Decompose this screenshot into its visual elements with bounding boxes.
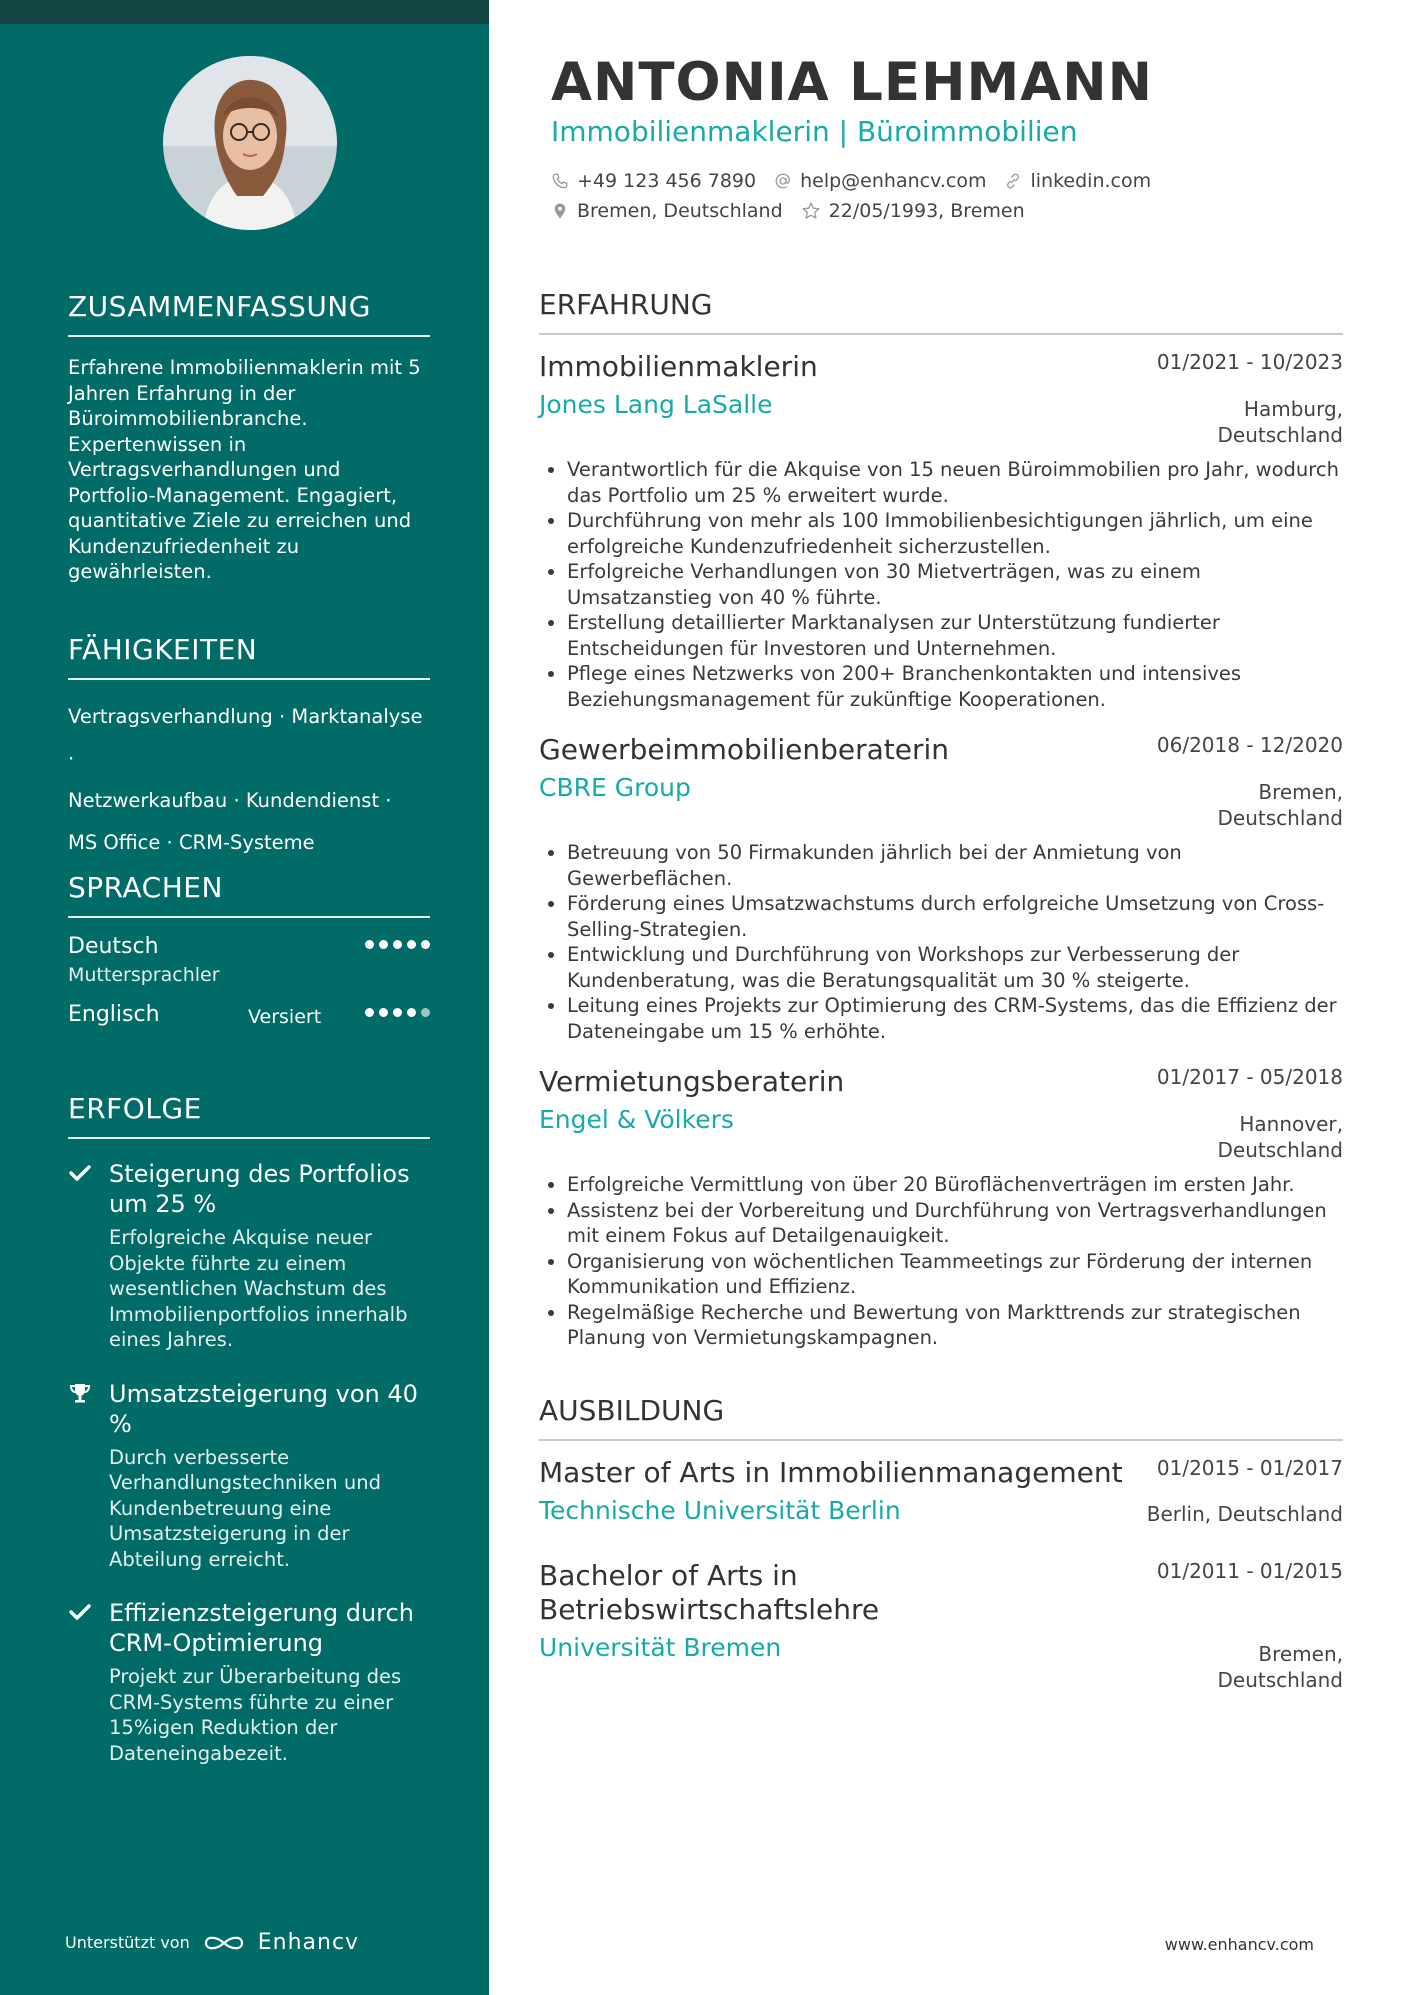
job-location [1218,779,1344,831]
job-bullets [539,840,1343,1044]
achievement-desc: Erfolgreiche Akquise neuer Objekte führte zu einem wesentlichen Wachstum des Immobilienportfolios innerhalb eines Jahres. [109,1226,408,1351]
job-dates: 01/2021 - 10/2023 [1156,350,1343,374]
education-location [1218,1641,1344,1693]
job-bullets [539,1172,1343,1351]
job-dates: 06/2018 - 12/2020 [1156,733,1343,757]
birth-text: 22/05/1993, Bremen [828,200,1025,222]
rating-dot [393,1008,402,1017]
rating-dot [379,1008,388,1017]
rating-dot [365,1008,374,1017]
at-icon [774,172,792,190]
language-name: Englisch [68,1002,160,1027]
achievement-item [68,1598,430,1766]
job-bullet: • Förderung eines Umsatzwachstums durch erfolgreiche Umsetzung von Cross-Selling-Strategien. [567,891,1343,942]
achievement-desc: Durch verbesserte Verhandlungstechniken und Kundenbetreuung eine Umsatzsteigerung in der Abteilung erreicht. [109,1445,381,1571]
achievements-section [68,1092,430,1766]
job-bullets [539,457,1343,712]
education-school: Universität Bremen [539,1633,782,1662]
footer-url[interactable]: www.enhancv.com [1164,1935,1314,1954]
education-entry [539,1456,1343,1525]
summary-section [68,290,430,585]
job-role: Immobilienmaklerin [539,350,818,383]
rating-dot [365,940,374,949]
language-name: Deutsch [68,934,159,959]
rating-dot [407,1008,416,1017]
rating-dot [379,940,388,949]
job-bullet: • Assistenz bei der Vorbereitung und Durchführung von Vertragsverhandlungen mit einem Fokus auf Detailgenauigkeit. [567,1198,1343,1249]
language-rating [365,940,430,949]
job-location-line: Bremen, [1258,780,1343,804]
education-dates: 01/2015 - 01/2017 [1156,1456,1343,1480]
job-bullet: • Entwicklung und Durchführung von Workshops zur Verbesserung der Kundenberatung, was die Beratungsqualität um 30 % steigerte. [567,942,1343,993]
sidebar-top-bar [0,0,489,24]
skill-item: MS Office [68,831,161,854]
sidebar [0,0,489,1995]
enhancv-logo-icon [202,1932,246,1954]
skills-heading: FÄHIGKEITEN [68,633,430,680]
job-company: CBRE Group [539,773,691,802]
education-degree: Master of Arts in Immobilienmanagement [539,1456,1123,1489]
achievement-title: Steigerung des Portfolios um 25 % [109,1160,410,1218]
job-location-line: Hamburg, [1243,397,1343,421]
skill-item: Kundendienst [245,789,380,812]
education-dates: 01/2011 - 01/2015 [1156,1559,1343,1583]
job-entry [539,1065,1343,1351]
phone-text[interactable]: +49 123 456 7890 [577,170,757,192]
achievement-title: Umsatzsteigerung von 40 % [109,1379,418,1438]
job-company: Jones Lang LaSalle [539,390,773,419]
job-location-line: Deutschland [1217,806,1343,830]
skill-item: Netzwerkaufbau [68,789,228,812]
achievements-heading: ERFOLGE [68,1092,430,1139]
job-bullet: • Betreuung von 50 Firmakunden jährlich bei der Anmietung von Gewerbeflächen. [567,840,1343,891]
contact-location [551,200,783,222]
rating-dot [421,1008,430,1017]
languages-section [68,871,430,1062]
star-icon [801,201,821,221]
education-location-line: Bremen, [1258,1642,1343,1666]
job-bullet: • Verantwortlich für die Akquise von 15 neuen Büroimmobilien pro Jahr, wodurch das Portfolio um 25 % erweitert wurde. [567,457,1343,508]
rating-dot [407,940,416,949]
job-location [1218,396,1344,448]
job-role: Vermietungsberaterin [539,1065,845,1098]
skill-item: Marktanalyse [291,705,423,728]
education-entry [539,1559,1343,1692]
job-bullet: • Pflege eines Netzwerks von 200+ Branchenkontakten und intensives Beziehungsmanagement für zukünftige Kooperationen. [567,661,1343,712]
education-location-line: Deutschland [1217,1668,1343,1692]
job-location-line: Hannover, [1239,1112,1343,1136]
email-text[interactable]: help@enhancv.com [800,170,987,192]
contact-phone [551,170,756,192]
skills-section [68,633,430,864]
linkedin-text[interactable]: linkedin.com [1030,170,1152,192]
contact-linkedin [1004,170,1151,192]
job-bullet: • Leitung eines Projekts zur Optimierung des CRM-Systems, das die Effizienz der Dateneingabe um 15 % erhöhte. [567,993,1343,1044]
powered-label: Unterstützt von [65,1933,190,1952]
check-icon [68,1161,92,1185]
job-company: Engel & Völkers [539,1105,734,1134]
achievement-desc: Projekt zur Überarbeitung des CRM-Systems führte zu einer 15%igen Reduktion der Dateneingabezeit. [109,1665,402,1765]
summary-text: Erfahrene Immobilienmaklerin mit 5 Jahren Erfahrung in der Büroimmobilienbranche. Expertenwissen in Vertragsverhandlungen und Portfolio-Management. Engagiert, quantitative Ziele zu erreichen und Kundenzufriedenheit zu gewährleisten. [68,356,421,583]
language-level: Versiert [248,1006,322,1028]
education-school: Technische Universität Berlin [539,1496,901,1525]
candidate-title: Immobilienmaklerin | Büroimmobilien [551,115,1078,148]
job-role: Gewerbeimmobilienberaterin [539,733,950,766]
achievement-title: Effizienzsteigerung durch CRM-Optimierung [109,1599,414,1657]
powered-by [65,1930,359,1955]
language-level: Muttersprachler [68,964,220,986]
contact-row-2 [551,200,1043,222]
language-rating [365,1008,430,1017]
contact-email [774,170,986,192]
job-bullet: • Erfolgreiche Verhandlungen von 30 Mietverträgen, was zu einem Umsatzanstieg von 40 % führte. [567,559,1343,610]
location-pin-icon [551,202,569,220]
job-bullet: • Durchführung von mehr als 100 Immobilienbesichtigungen jährlich, um eine erfolgreiche Kundenzufriedenheit sicherzustellen. [567,508,1343,559]
contact-birth [801,200,1025,222]
skill-item: Vertragsverhandlung [68,705,273,728]
check-icon [68,1600,92,1624]
skills-list: Vertragsverhandlung · Marktanalyse · Netzwerkaufbau · Kundendienst · MS Office · CRM-Systeme [68,705,423,854]
education-location: Berlin, Deutschland [1146,1502,1343,1526]
phone-icon [551,172,569,190]
rating-dot [421,940,430,949]
job-location-line: Deutschland [1217,1138,1343,1162]
job-entry [539,733,1343,1044]
education-heading: AUSBILDUNG [539,1394,1343,1441]
summary-heading: ZUSAMMENFASSUNG [68,290,430,337]
skill-item: CRM-Systeme [178,831,315,854]
achievement-item [68,1159,430,1353]
avatar [163,56,337,230]
education-degree: Bachelor of Arts in Betriebswirtschaftslehre [539,1559,880,1626]
rating-dot [393,940,402,949]
language-row [68,1002,430,1062]
language-row [68,934,430,994]
job-entry [539,350,1343,712]
trophy-icon [68,1381,92,1405]
job-bullet: • Erfolgreiche Vermittlung von über 20 Büroflächenverträgen im ersten Jahr. [567,1172,1343,1198]
link-icon [1004,172,1022,190]
contact-row-1 [551,170,1169,192]
job-location-line: Deutschland [1217,423,1343,447]
languages-heading: SPRACHEN [68,871,430,918]
experience-heading: ERFAHRUNG [539,288,1343,335]
job-bullet: • Regelmäßige Recherche und Bewertung von Markttrends zur strategischen Planung von Vermietungskampagnen. [567,1300,1343,1351]
job-location [1218,1111,1344,1163]
candidate-name: ANTONIA LEHMANN [551,52,1153,113]
job-bullet: • Erstellung detaillierter Marktanalysen zur Unterstützung fundierter Entscheidungen für Investoren und Unternehmen. [567,610,1343,661]
job-bullet: • Organisierung von wöchentlichen Teammeetings zur Förderung der internen Kommunikation und Effizienz. [567,1249,1343,1300]
achievement-item [68,1379,430,1573]
job-dates: 01/2017 - 05/2018 [1156,1065,1343,1089]
location-text: Bremen, Deutschland [577,200,783,222]
powered-brand: Enhancv [257,1930,360,1955]
